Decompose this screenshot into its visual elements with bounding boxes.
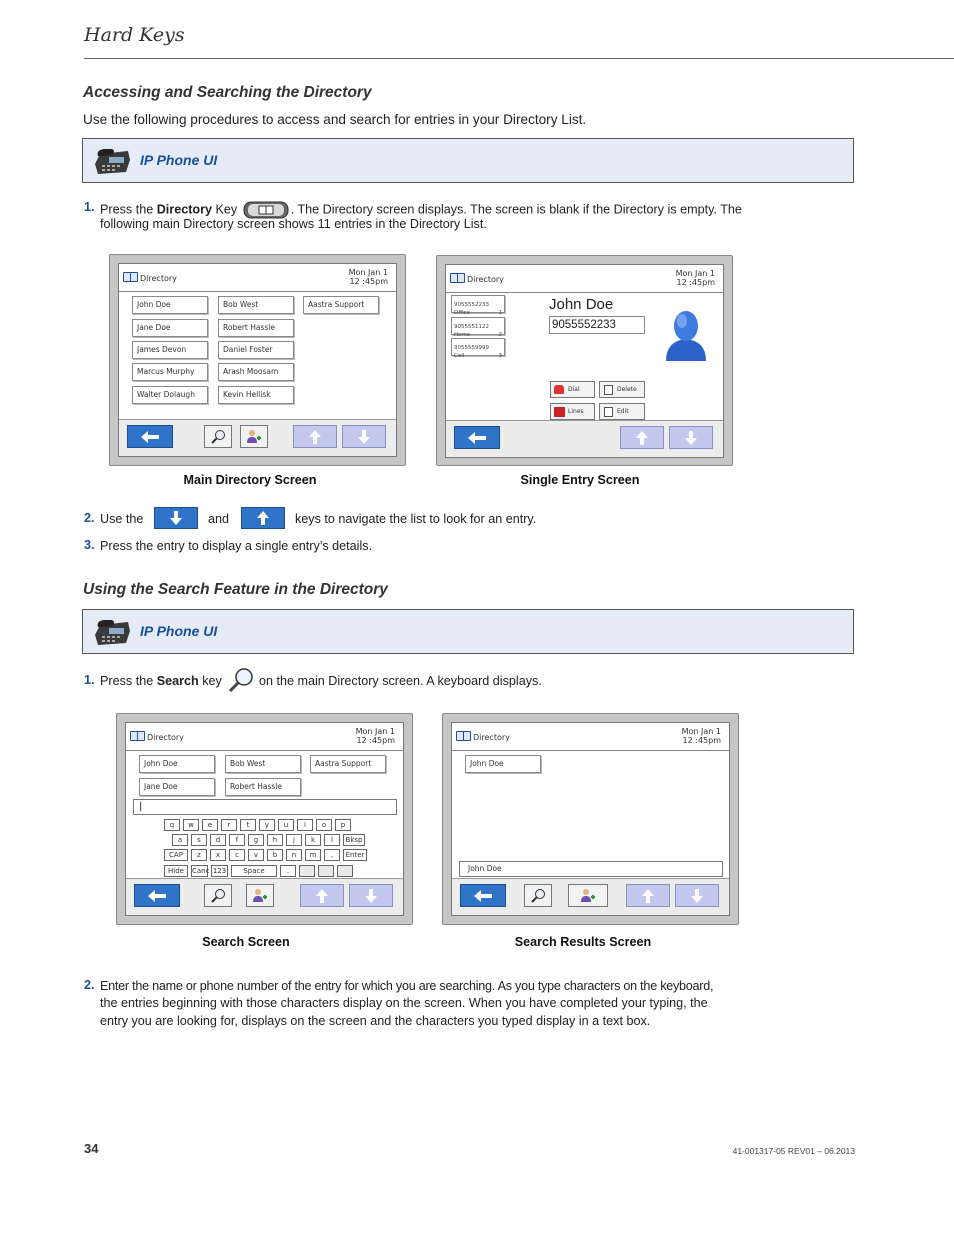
section-heading-accessing: Accessing and Searching the Directory <box>83 84 372 101</box>
number-label: Office <box>454 310 471 316</box>
keyboard-key[interactable]: a <box>172 834 188 846</box>
screen-date: Mon Jan 1 <box>355 727 395 736</box>
screen-datetime <box>682 727 721 745</box>
search-key-name: Search <box>156 674 199 688</box>
keyboard-key[interactable]: x <box>210 849 226 861</box>
screen-divider <box>119 291 396 292</box>
directory-entry[interactable]: Aastra Support <box>303 296 379 314</box>
keyboard-key[interactable]: Bksp <box>343 834 365 846</box>
section-heading-search: Using the Search Feature in the Directory <box>83 581 388 598</box>
phone-number-entry[interactable] <box>451 317 505 338</box>
keyboard-key[interactable]: . <box>280 865 296 877</box>
screen-title-label: Directory <box>147 733 184 742</box>
screen-datetime <box>349 268 388 286</box>
edit-label: Edit <box>617 408 629 415</box>
back-button[interactable] <box>460 884 506 907</box>
single-entry-screen <box>436 255 733 466</box>
keyboard-key[interactable]: m <box>305 849 321 861</box>
scroll-up-button[interactable] <box>293 425 337 448</box>
screen-time: 12 :45pm <box>676 278 715 287</box>
screen-divider <box>126 750 403 751</box>
keyboard-key[interactable]: v <box>248 849 264 861</box>
down-arrow-icon <box>690 888 704 904</box>
keyboard-key[interactable]: Enter <box>343 849 367 861</box>
step-text: Key <box>212 202 241 217</box>
left-arrow-icon <box>467 431 487 445</box>
search-input[interactable]: | <box>133 799 397 815</box>
keyboard-key[interactable] <box>337 865 353 877</box>
keyboard-key[interactable]: Canc <box>192 867 210 875</box>
keyboard-key[interactable] <box>318 865 334 877</box>
keyboard-key[interactable]: r <box>221 819 237 831</box>
directory-entry[interactable]: Arash Moosam <box>218 363 294 381</box>
step-2-use-the: Use the <box>100 512 144 526</box>
directory-entry[interactable]: Jane Doe <box>132 319 208 337</box>
page-header-title: Hard Keys <box>84 24 185 46</box>
caption-main-directory: Main Directory Screen <box>183 473 317 487</box>
delete-label: Delete <box>617 386 637 393</box>
screen-display <box>451 722 730 916</box>
keyboard-key[interactable]: k <box>305 834 321 846</box>
keyboard-key[interactable]: j <box>286 834 302 846</box>
number-index: 2 <box>498 332 502 338</box>
ip-phone-ui-box <box>82 609 854 654</box>
directory-book-icon <box>123 272 138 282</box>
add-user-icon <box>246 429 262 445</box>
directory-entry[interactable]: Bob West <box>218 296 294 314</box>
step-2-rest: keys to navigate the list to look for an entry. <box>295 512 537 526</box>
number-value: 9055551122 <box>454 324 489 330</box>
step-text: key <box>198 674 222 688</box>
back-button[interactable] <box>134 884 180 907</box>
edit-pencil-icon <box>604 407 613 417</box>
search-step-2-line-1: Enter the name or phone number of the entry for which you are searching. As you type characters on the keyboard, <box>100 979 714 993</box>
keyboard-key[interactable]: b <box>267 849 283 861</box>
lines-phone-icon <box>554 407 565 417</box>
keyboard-key[interactable]: c <box>229 849 245 861</box>
keyboard-key[interactable]: p <box>335 819 351 831</box>
add-user-icon <box>580 888 596 904</box>
step-1-line-2: following main Directory screen shows 11 entries in the Directory List. <box>100 217 487 231</box>
keyboard-key[interactable]: y <box>259 819 275 831</box>
directory-key-name: Directory <box>156 202 212 217</box>
add-entry-button[interactable] <box>240 425 268 448</box>
left-arrow-icon <box>140 430 160 444</box>
magnifier-icon <box>530 888 546 904</box>
number-value: 9055559999 <box>454 345 489 351</box>
add-user-icon <box>252 888 268 904</box>
keyboard-key[interactable]: h <box>267 834 283 846</box>
up-key-illustration <box>241 507 285 529</box>
step-number: 1. <box>84 200 95 214</box>
caption-search-results: Search Results Screen <box>514 935 652 949</box>
search-step-1-rest: on the main Directory screen. A keyboard displays. <box>259 674 542 688</box>
down-arrow-icon <box>169 510 183 526</box>
delete-button[interactable] <box>599 381 645 398</box>
search-key-magnifier-icon <box>227 667 255 693</box>
down-arrow-icon <box>357 429 371 445</box>
document-id: 41-001317-05 REV01 – 06.2013 <box>732 1146 855 1156</box>
search-step-2-line-3: entry you are looking for, displays on the screen and the characters you typed display in a text box. <box>100 1014 651 1028</box>
back-button[interactable] <box>127 425 173 448</box>
dial-label: Dial <box>568 386 580 393</box>
keyboard-key[interactable]: 123 <box>212 867 227 875</box>
search-screen <box>116 713 413 925</box>
screen-display <box>118 263 397 457</box>
keyboard-key[interactable]: , <box>324 849 340 861</box>
screen-date: Mon Jan 1 <box>681 727 721 736</box>
scroll-up-button[interactable] <box>300 884 344 907</box>
down-arrow-icon <box>364 888 378 904</box>
directory-entry[interactable]: Kevin Hellisk <box>218 386 294 404</box>
main-directory-screen <box>109 254 406 466</box>
number-label: Home <box>454 332 471 338</box>
add-entry-button[interactable] <box>246 884 274 907</box>
keyboard-key[interactable]: u <box>278 819 294 831</box>
desk-phone-icon <box>92 146 132 176</box>
step-number: 3. <box>84 538 95 552</box>
screen-datetime <box>676 269 715 287</box>
lines-label: Lines <box>568 408 584 415</box>
screen-button-bar <box>119 419 396 456</box>
search-button[interactable] <box>524 884 552 907</box>
contact-name: John Doe <box>549 296 614 313</box>
desk-phone-icon <box>92 617 132 647</box>
directory-book-icon <box>130 731 145 741</box>
keyboard-key[interactable] <box>299 865 315 877</box>
contact-avatar-icon <box>660 307 712 363</box>
keyboard-key[interactable]: w <box>183 819 199 831</box>
up-arrow-icon <box>315 888 329 904</box>
screen-title <box>130 731 184 742</box>
screen-datetime <box>356 727 395 745</box>
directory-entry[interactable]: John Doe <box>139 755 215 773</box>
keyboard-key[interactable]: d <box>210 834 226 846</box>
contact-phone-field[interactable]: 9055552233 <box>549 316 645 334</box>
screen-title-label: Directory <box>473 733 510 742</box>
ip-phone-ui-label: IP Phone UI <box>140 623 218 639</box>
delete-icon <box>604 385 613 395</box>
directory-entry[interactable]: Aastra Support <box>310 755 386 773</box>
screen-title-label: Directory <box>467 275 504 284</box>
search-input[interactable]: John Doe <box>459 861 723 877</box>
directory-entry[interactable]: Bob West <box>225 755 301 773</box>
number-index: 3 <box>498 353 502 359</box>
directory-entry[interactable]: Jane Doe <box>139 778 215 796</box>
phone-handset-icon <box>554 385 564 394</box>
directory-entry[interactable]: John Doe <box>465 755 541 773</box>
up-arrow-icon <box>256 510 270 526</box>
scroll-up-button[interactable] <box>626 884 670 907</box>
scroll-down-button[interactable] <box>669 426 713 449</box>
keyboard-key[interactable]: z <box>191 849 207 861</box>
screen-divider <box>452 750 729 751</box>
magnifier-icon <box>210 429 226 445</box>
left-arrow-icon <box>473 889 493 903</box>
step-number: 1. <box>84 673 95 687</box>
screen-display <box>125 722 404 916</box>
search-button[interactable] <box>204 884 232 907</box>
search-button[interactable] <box>204 425 232 448</box>
scroll-down-button[interactable] <box>675 884 719 907</box>
edit-button[interactable] <box>599 403 645 420</box>
step-text: Press the <box>100 202 157 217</box>
keyboard-key[interactable]: e <box>202 819 218 831</box>
scroll-up-button[interactable] <box>620 426 664 449</box>
dial-button[interactable] <box>550 381 595 398</box>
keyboard-key[interactable]: Space <box>231 865 277 877</box>
search-results-screen <box>442 713 739 925</box>
directory-entry[interactable]: Marcus Murphy <box>132 363 208 381</box>
up-arrow-icon <box>635 430 649 446</box>
keyboard-key[interactable]: l <box>324 834 340 846</box>
keyboard-key[interactable]: t <box>240 819 256 831</box>
down-key-illustration <box>154 507 198 529</box>
scroll-down-button[interactable] <box>349 884 393 907</box>
directory-entry[interactable]: John Doe <box>132 296 208 314</box>
lines-button[interactable] <box>550 403 595 420</box>
directory-entry[interactable]: Walter Dolaugh <box>132 386 208 404</box>
up-arrow-icon <box>641 888 655 904</box>
directory-book-icon <box>450 273 465 283</box>
step-text: Press the <box>100 674 157 688</box>
keyboard-key[interactable]: Hide <box>164 865 188 877</box>
screen-title-label: Directory <box>140 274 177 283</box>
up-arrow-icon <box>308 429 322 445</box>
screen-display <box>445 264 724 458</box>
screen-date: Mon Jan 1 <box>675 269 715 278</box>
add-entry-button[interactable] <box>568 884 608 907</box>
directory-entry[interactable]: Daniel Foster <box>218 341 294 359</box>
keyboard-key[interactable]: f <box>229 834 245 846</box>
search-step-1 <box>100 673 222 690</box>
screen-time: 12 :45pm <box>349 277 388 286</box>
step-text: . The Directory screen displays. The screen is blank if the Directory is empty. The <box>290 202 742 217</box>
keyboard-key[interactable]: g <box>248 834 264 846</box>
phone-number-entry[interactable] <box>451 295 505 316</box>
screen-button-bar <box>452 878 729 915</box>
keyboard-key[interactable]: n <box>286 849 302 861</box>
keyboard-key[interactable]: i <box>297 819 313 831</box>
number-label: Cell <box>454 353 465 359</box>
step-number: 2. <box>84 511 95 525</box>
keyboard-key[interactable]: q <box>164 819 180 831</box>
directory-book-icon <box>456 731 471 741</box>
back-button[interactable] <box>454 426 500 449</box>
section-intro: Use the following procedures to access and search for entries in your Directory List. <box>83 112 587 127</box>
magnifier-icon <box>210 888 226 904</box>
number-value: 9055552233 <box>454 302 489 308</box>
screen-title <box>450 273 504 284</box>
step-number: 2. <box>84 978 95 992</box>
screen-title <box>123 272 177 283</box>
page-number: 34 <box>84 1141 99 1156</box>
down-arrow-icon <box>684 430 698 446</box>
ip-phone-ui-label: IP Phone UI <box>140 152 218 168</box>
number-index: 1 <box>498 310 502 316</box>
step-3-text: Press the entry to display a single entry’s details. <box>100 539 373 553</box>
screen-time: 12 :45pm <box>356 736 395 745</box>
screen-button-bar <box>126 878 403 915</box>
screen-date: Mon Jan 1 <box>348 268 388 277</box>
ip-phone-ui-box <box>82 138 854 183</box>
caption-single-entry: Single Entry Screen <box>520 473 640 487</box>
scroll-down-button[interactable] <box>342 425 386 448</box>
left-arrow-icon <box>147 889 167 903</box>
search-step-2-line-2: the entries beginning with those characters display on the screen. When you have completed your typing, the <box>100 996 708 1010</box>
keyboard-key[interactable]: s <box>191 834 207 846</box>
keyboard-key[interactable]: CAP <box>164 849 188 861</box>
directory-entry[interactable]: Robert Hassle <box>225 778 301 796</box>
screen-title <box>456 731 510 742</box>
caption-search-screen: Search Screen <box>202 935 290 949</box>
screen-divider <box>446 292 723 293</box>
phone-number-entry[interactable] <box>451 338 505 359</box>
keyboard-key[interactable]: o <box>316 819 332 831</box>
screen-button-bar <box>446 420 723 457</box>
directory-entry[interactable]: James Devon <box>132 341 208 359</box>
step-2-and: and <box>208 512 230 526</box>
directory-entry[interactable]: Robert Hassle <box>218 319 294 337</box>
header-divider <box>84 58 954 59</box>
screen-time: 12 :45pm <box>682 736 721 745</box>
